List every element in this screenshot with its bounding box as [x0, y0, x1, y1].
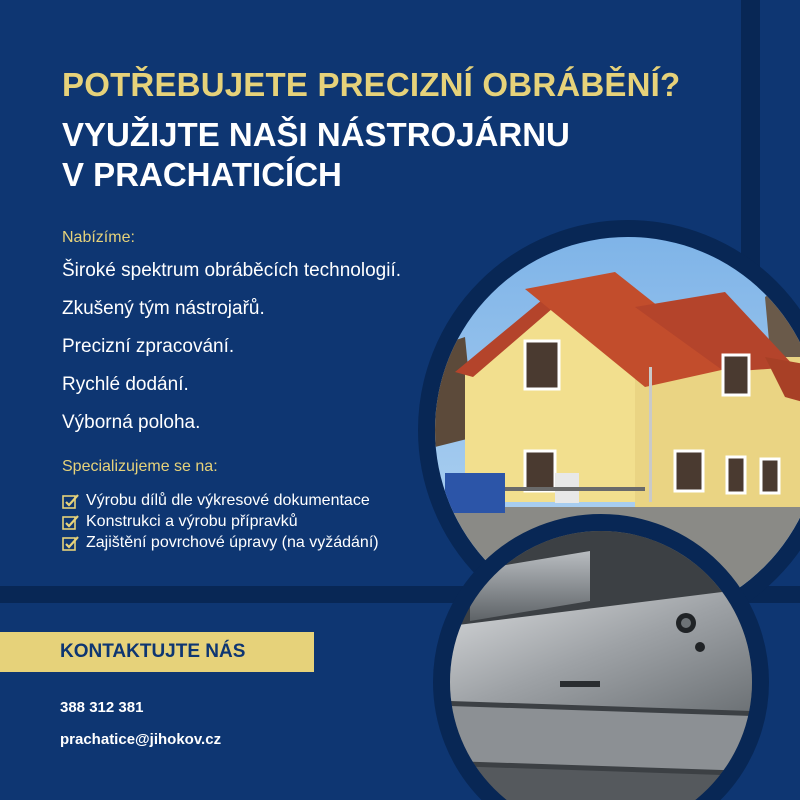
metal-illustration [450, 531, 752, 800]
checkbox-checked-icon [62, 514, 80, 530]
offer-list [62, 258, 401, 448]
specialization-item-label: Konstrukci a výrobu přípravků [86, 513, 298, 530]
headline-offer [62, 115, 570, 195]
offer-item: Výborná poloha. [62, 412, 201, 433]
contact-us-button[interactable]: KONTAKTUJTE NÁS [0, 632, 314, 672]
headline-offer-line1: VYUŽIJTE NAŠI NÁSTROJÁRNU [62, 116, 570, 153]
offer-item: Rychlé dodání. [62, 374, 189, 395]
specialization-item [62, 511, 379, 532]
offer-item: Zkušený tým nástrojařů. [62, 298, 265, 319]
offer-item: Široké spektrum obráběcích technologií. [62, 260, 402, 281]
specialization-item-label: Výrobu dílů dle výkresové dokumentace [86, 492, 370, 509]
specialization-item [62, 532, 379, 553]
specialization-label: Specializujeme se na: [62, 458, 218, 475]
phone-number[interactable]: 388 312 381 [60, 699, 144, 716]
headline-offer-line2: V PRACHATICÍCH [62, 156, 342, 193]
checkbox-checked-icon [62, 535, 80, 551]
specialization-item [62, 490, 379, 511]
specialization-item-label: Zajištění povrchové úpravy (na vyžádání) [86, 534, 379, 551]
offer-label: Nabízíme: [62, 229, 135, 246]
offer-item: Precizní zpracování. [62, 336, 235, 357]
headline-question: POTŘEBUJETE PRECIZNÍ OBRÁBĚNÍ? [62, 66, 681, 103]
checkbox-checked-icon [62, 493, 80, 509]
specialization-list [62, 490, 379, 553]
email-address[interactable]: prachatice@jihokov.cz [60, 731, 222, 748]
